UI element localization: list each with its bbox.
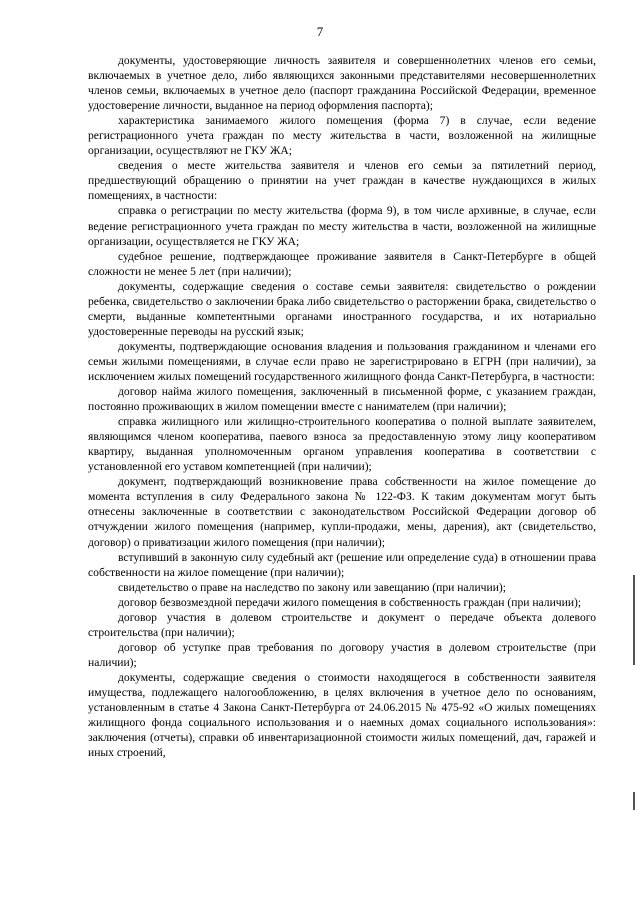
scan-edge-mark: [633, 575, 635, 665]
paragraph: документы, содержащие сведения о стоимости находящегося в собственности заявителя имущества, подлежащего налогообложению, в целях включения в учетное дело по основаниям, установленным в статье 4 Закона Санкт-Петербурга от 24.06.2015 № 475-92 «О жилых помещениях жилищного фонда социального использования и о наемных домах социального использования»: заключения (отчеты), справки об инвентаризационной стоимости жилых помещений, дач, гаражей и иных строений,: [88, 670, 596, 760]
paragraph: договор найма жилого помещения, заключенный в письменной форме, с указанием граждан, постоянно проживающих в жилом помещении вместе с нанимателем (при наличии);: [88, 385, 596, 414]
paragraph: документы, удостоверяющие личность заявителя и совершеннолетних членов его семьи, включаемых в учетное дело, либо являющихся законными представителями несовершеннолетних членов семьи, включаемых в учетное дело (паспорт гражданина Российской Федерации, временное удостоверение личности, выданное на период оформления паспорта);: [88, 54, 596, 113]
paragraph: договор участия в долевом строительстве и документ о передаче объекта долевого строительства (при наличии);: [88, 610, 596, 639]
page-number: 7: [316, 24, 324, 39]
paragraph: документы, содержащие сведения о составе семьи заявителя: свидетельство о рождении ребенка, свидетельство о заключении брака либо свидетельство о расторжении брака, свидетельство о смерти, выданные компетентными органами иностранного государства, и их нотариально удостоверенные переводы на русский язык;: [88, 279, 596, 338]
paragraph: характеристика занимаемого жилого помещения (форма 7) в случае, если ведение регистрационного учета граждан по месту жительства в части, возложенной на жилищные организации, осуществляют не ГКУ ЖА;: [88, 114, 596, 158]
paragraph: документ, подтверждающий возникновение права собственности на жилое помещение до момента вступления в силу Федерального закона № 122-ФЗ. К таким документам могут быть отнесены заключенные в соответствии с законодательством Российской Федерации договор об отчуждении жилого помещения (например, купли-продажи, мены, дарения), акт (свидетельство, договор) о приватизации жилого помещения (при наличии);: [88, 475, 596, 549]
paragraph: судебное решение, подтверждающее проживание заявителя в Санкт-Петербурге в общей сложности не менее 5 лет (при наличии);: [88, 249, 596, 278]
paragraph: сведения о месте жительства заявителя и членов его семьи за пятилетний период, предшествующий обращению о принятии на учет граждан в качестве нуждающихся в жилых помещениях, в частности:: [88, 159, 596, 203]
paragraph: справка жилищного или жилищно-строительного кооператива о полной выплате заявителем, являющимся членом кооператива, паевого взноса за предоставленную этому лицу кооперативом квартиру, выданная уполномоченным органом управления кооператива в соответствии с установленной его уставом компетенцией (при наличии);: [88, 415, 596, 474]
paragraph: справка о регистрации по месту жительства (форма 9), в том числе архивные, в случае, если ведение регистрационного учета граждан по месту жительства в части, возложенной на жилищные организации, осуществляется не ГКУ ЖА;: [88, 204, 596, 248]
paragraph: договор безвозмездной передачи жилого помещения в собственность граждан (при наличии);: [118, 595, 582, 609]
paragraph: документы, подтверждающие основания владения и пользования гражданином и членами его семьи жилыми помещениями, в случае если право не зарегистрировано в ЕГРН (при наличии), за исключением жилых помещений государственного жилищного фонда Санкт-Петербурга, в частности:: [88, 339, 596, 383]
scan-edge-mark: [633, 792, 635, 810]
paragraph: вступивший в законную силу судебный акт (решение или определение суда) в отношении права собственности на жилое помещение (при наличии);: [88, 550, 596, 579]
paragraph: договор об уступке прав требования по договору участия в долевом строительстве (при наличии);: [88, 640, 596, 669]
paragraph: свидетельство о праве на наследство по закону или завещанию (при наличии);: [118, 580, 506, 594]
page-body: [88, 53, 596, 760]
